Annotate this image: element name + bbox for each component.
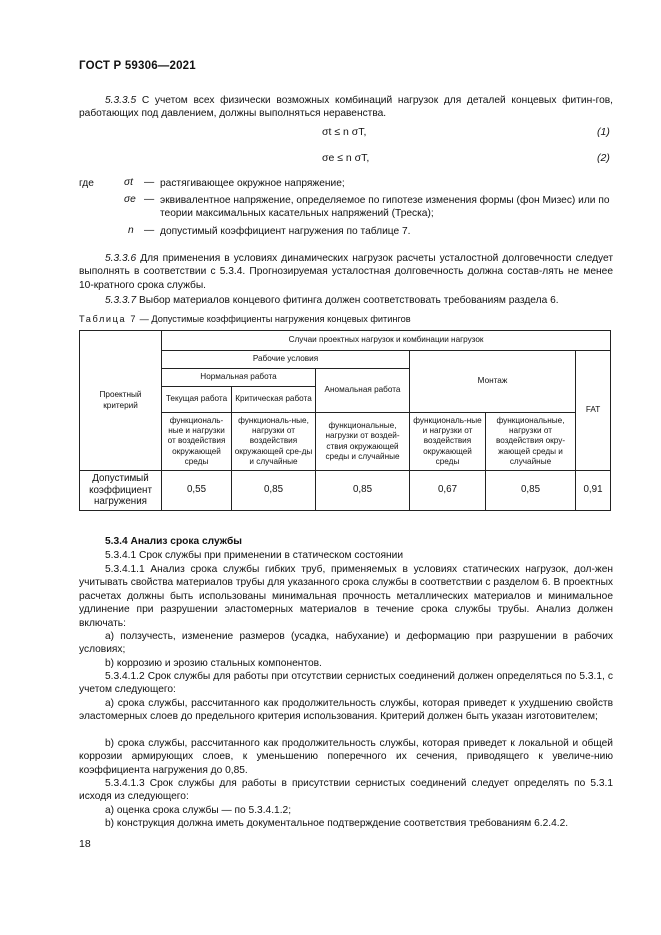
paragraph-5-3-3-7 [79,294,613,307]
page-number: 18 [79,838,91,850]
definition-dash: — [144,177,155,188]
definition-dash: — [144,225,155,236]
table-number: Таблица 7 [79,314,138,324]
formula-2-number: (2) [597,152,610,164]
header-criterion: Проектный критерий [80,331,162,471]
clause-number: 5.3.3.7 [105,295,137,306]
paragraph-text: Для применения в условиях динамических нагрузок расчеты усталостной долговечности следует выполнять в соответствии с 5.3.4. Прогнозируемая усталостная долговечность должна состав-лять не менее 10-кратного срока службы. [79,253,613,291]
load-desc-current: функциональ-ные и нагрузки от воздействия окружающей среды [162,413,232,471]
list-item-a: а) оценка срока службы — по 5.3.4.1.2; [105,805,292,816]
list-item-a: а) срока службы, рассчитанного как продолжительность службы, которая приведет к ухудшению свойств эластомерных слоев до предельного критерия использования. Критерий должен быть указан изготовителем; [79,698,613,723]
symbol-sigma-e: σe [124,194,136,205]
load-desc-abnormal: функциональные, нагрузки от воздей-ствия окружающей среды и случайные [316,413,410,471]
list-item-b: b) конструкция должна иметь документальное подтверждение соответствия требованиям 6.2.4.2. [105,818,569,829]
value-installation-2: 0,85 [486,471,576,511]
header-normal-operation: Нормальная работа [162,369,316,387]
standard-header: ГОСТ Р 59306—2021 [79,60,196,72]
paragraph-5-3-3-6 [79,252,613,292]
value-current-operation: 0,55 [162,471,232,511]
value-fat: 0,91 [576,471,611,511]
paragraph-5-3-3-5 [79,94,613,121]
clause-number: 5.3.3.5 [105,95,137,106]
definition-n: допустимый коэффициент нагружения по таблице 7. [160,226,411,237]
paragraph-text: Выбор материалов концевого фитинга должен соответствовать требованиям раздела 6. [136,295,559,306]
header-working-conditions: Рабочие условия [162,351,410,369]
definition-sigma-t: растягивающее окружное напряжение; [160,178,345,189]
list-item-a: а) ползучесть, изменение размеров (усадка, набухание) и деформацию при разрушении в рабочих условиях; [79,631,613,656]
row-label-load-factor: Допустимый коэффициент нагружения [80,471,162,511]
header-current-operation: Текущая работа [162,387,232,413]
table-title: — Допустимые коэффициенты нагружения концевых фитингов [137,314,411,324]
header-load-cases: Случаи проектных нагрузок и комбинации нагрузок [162,331,611,351]
load-desc-install-2: функциональные, нагрузки от воздействия окру-жающей среды и случайные [486,413,576,471]
paragraph-5-3-4-1-1: 5.3.4.1.1 Анализ срока службы гибких труб, применяемых в условиях статических нагрузок, дол-жен учитывать свойства материалов трубы для указанного срока службы в соответствии с разделом 6. В проектных расчетах должны быть использованы минимальная прочность металлических материалов и минимальное удлинение при разрушении эластомерных материалов в течение срока службы трубы. Анализ должен включать: [79,564,613,629]
paragraph-5-3-4-1-3: 5.3.4.1.3 Срок службы для работы в присутствии сернистых соединений следует определять по 5.3.1 исходя из следующего: [79,778,613,803]
table-caption [79,314,411,324]
header-installation: Монтаж [410,351,576,413]
value-abnormal-operation: 0,85 [316,471,410,511]
definition-sigma-e: эквивалентное напряжение, определяемое по гипотезе изменения формы (фон Мизес) или по теории максимальных касательных напряжений (Треска); [160,195,610,220]
definition-dash: — [144,194,155,205]
section-heading-5-3-4: 5.3.4 Анализ срока службы [105,536,243,547]
value-critical-operation: 0,85 [232,471,316,511]
formula-1: σt ≤ n σT, [322,126,367,138]
where-label: где [79,178,94,189]
formula-1-number: (1) [597,126,610,138]
header-abnormal-operation: Аномальная работа [316,369,410,413]
value-installation-1: 0,67 [410,471,486,511]
header-critical-operation: Критическая работа [232,387,316,413]
load-factor-table [79,330,611,511]
load-desc-critical: функциональ-ные, нагрузки от воздействия окружающей сре-ды и случайные [232,413,316,471]
paragraph-5-3-4-1-2: 5.3.4.1.2 Срок службы для работы при отсутствии сернистых соединений должен определяться по 5.3.1, с учетом следующего: [79,671,613,696]
clause-number: 5.3.3.6 [105,253,137,264]
list-item-b: b) коррозию и эрозию стальных компонентов. [105,658,322,669]
formula-2: σe ≤ n σT, [322,152,370,164]
paragraph-text: С учетом всех физически возможных комбинаций нагрузок для деталей концевых фитин-гов, работающих под давлением, должны выполняться неравенства. [79,95,613,120]
paragraph-5-3-4-1: 5.3.4.1 Срок службы при применении в статическом состоянии [105,550,404,561]
header-fat: FAT [576,351,611,471]
symbol-sigma-t: σt [124,177,133,188]
list-item-b: b) срока службы, рассчитанного как продолжительность службы, которая приведет к локальной и общей коррозии армирующих слоев, к уменьшению поперечного их сечения, приводящего к увеличе-нию коэффициента нагружения до 0,85. [79,738,613,776]
symbol-n: n [128,225,134,236]
load-desc-install-1: функциональ-ные и нагрузки от воздействия окружающей среды [410,413,486,471]
